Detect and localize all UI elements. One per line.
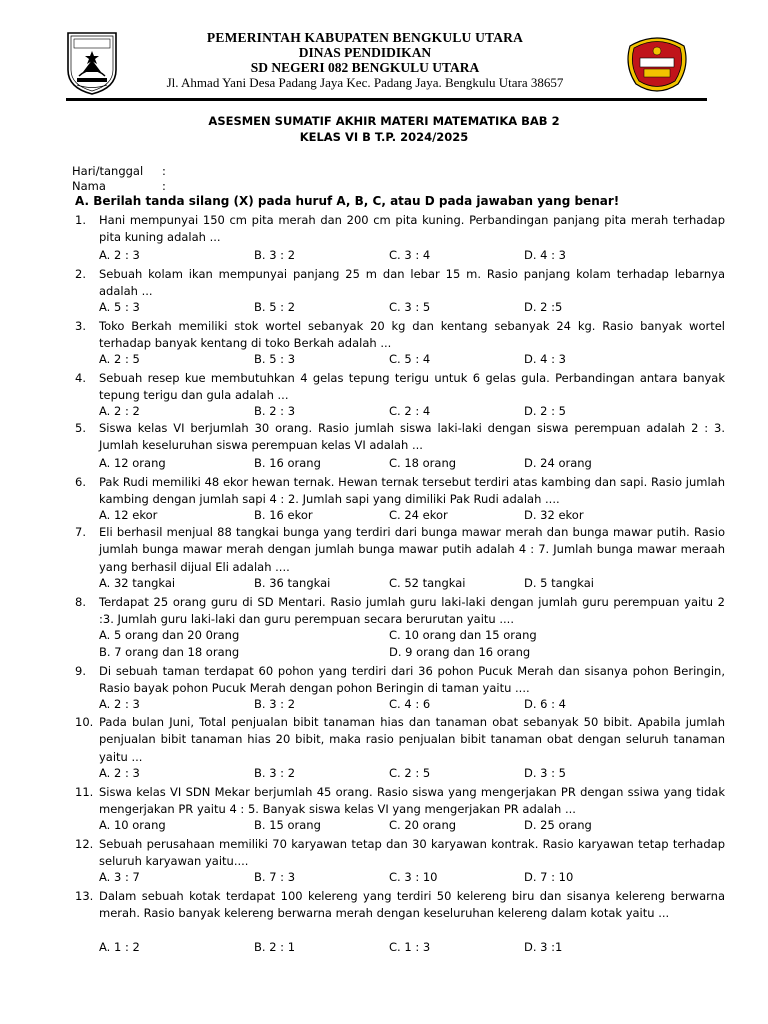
question-8 [75, 594, 725, 629]
option-a[interactable]: A. 2 : 2 [99, 404, 140, 418]
option-b[interactable]: B. 36 tangkai [254, 576, 331, 590]
option-b[interactable]: B. 5 : 2 [254, 300, 296, 314]
answer-options [99, 404, 719, 421]
section-instruction: A. Berilah tanda silang (X) pada huruf A, B, C, atau D pada jawaban yang benar! [75, 194, 620, 208]
field-date-sep: : [162, 164, 166, 178]
question-number: 12. [75, 837, 94, 851]
option-d[interactable]: D. 7 : 10 [524, 870, 574, 884]
option-b[interactable]: B. 15 orang [254, 818, 321, 832]
question-number: 1. [75, 213, 86, 227]
header-department: DINAS PENDIDIKAN [298, 45, 432, 60]
option-c[interactable]: C. 1 : 3 [389, 940, 431, 954]
option-d[interactable]: D. 9 orang dan 16 orang [389, 645, 531, 659]
option-c[interactable]: C. 52 tangkai [389, 576, 466, 590]
question-2 [75, 266, 725, 301]
option-b[interactable]: B. 5 : 3 [254, 352, 296, 366]
option-a[interactable]: A. 32 tangkai [99, 576, 176, 590]
question-text: Siswa kelas VI berjumlah 30 orang. Rasio jumlah siswa laki-laki dengan siswa perempuan adalah 2 : 3. Jumlah keseluruhan siswa perempuan kelas VI adalah ... [99, 421, 725, 453]
regency-emblem-icon [65, 30, 119, 96]
field-name [72, 179, 166, 193]
answer-options [99, 456, 719, 473]
question-text: Hani mempunyai 150 cm pita merah dan 200 cm pita kuning. Perbandingan panjang pita merah terhadap pita kuning adalah ... [99, 213, 725, 245]
answer-options [99, 766, 719, 783]
option-d[interactable]: D. 5 tangkai [524, 576, 594, 590]
field-name-sep: : [162, 179, 166, 193]
option-c[interactable]: C. 3 : 4 [389, 248, 431, 262]
option-b[interactable]: B. 3 : 2 [254, 697, 296, 711]
question-text: Pak Rudi memiliki 48 ekor hewan ternak. Hewan ternak tersebut terdiri atas kambing dan sapi. Rasio jumlah kambing dengan jumlah sapi 4 : 2. Jumlah sapi yang dimiliki Pak Rudi adalah .... [99, 475, 725, 507]
header-divider [66, 98, 707, 101]
option-d[interactable]: D. 24 orang [524, 456, 592, 470]
option-a[interactable]: A. 3 : 7 [99, 870, 140, 884]
answer-options [99, 300, 719, 317]
question-text: Siswa kelas VI SDN Mekar berjumlah 45 orang. Rasio siswa yang mengerjakan PR dengan ssiwa yang tidak mengerjakan PR yaitu 4 : 5. Banyak siswa kelas VI yang mengerjakan PR adalah ... [99, 785, 725, 817]
option-a[interactable]: A. 5 : 3 [99, 300, 140, 314]
option-d[interactable]: D. 2 : 5 [524, 404, 566, 418]
question-number: 2. [75, 267, 86, 281]
answer-options [99, 352, 719, 369]
answer-options [99, 576, 719, 593]
option-b[interactable]: B. 7 orang dan 18 orang [99, 645, 240, 659]
option-d[interactable]: D. 6 : 4 [524, 697, 566, 711]
question-number: 10. [75, 715, 94, 729]
answer-options [99, 697, 719, 714]
option-d[interactable]: D. 25 orang [524, 818, 592, 832]
option-b[interactable]: B. 16 ekor [254, 508, 313, 522]
answer-options [99, 248, 719, 265]
option-b[interactable]: B. 3 : 2 [254, 248, 296, 262]
option-b[interactable]: B. 2 : 3 [254, 404, 296, 418]
option-c[interactable]: C. 5 : 4 [389, 352, 431, 366]
option-a[interactable]: A. 10 orang [99, 818, 166, 832]
question-number: 3. [75, 319, 86, 333]
exam-title: ASESMEN SUMATIF AKHIR MATERI MATEMATIKA BAB 2 [208, 114, 560, 128]
question-text: Sebuah kolam ikan mempunyai panjang 25 m dan lebar 15 m. Rasio panjang kolam terhadap lebarnya adalah ... [99, 267, 725, 299]
option-d[interactable]: D. 32 ekor [524, 508, 584, 522]
option-a[interactable]: A. 2 : 5 [99, 352, 140, 366]
option-a[interactable]: A. 1 : 2 [99, 940, 140, 954]
question-number: 11. [75, 785, 94, 799]
answer-options [99, 645, 719, 662]
option-d[interactable]: D. 3 :1 [524, 940, 563, 954]
question-number: 9. [75, 664, 86, 678]
option-a[interactable]: A. 2 : 3 [99, 766, 140, 780]
option-c[interactable]: C. 2 : 4 [389, 404, 431, 418]
answer-options [99, 508, 719, 525]
option-a[interactable]: A. 5 orang dan 20 0rang [99, 628, 240, 642]
option-a[interactable]: A. 12 ekor [99, 508, 158, 522]
field-date [72, 164, 166, 178]
question-number: 6. [75, 475, 86, 489]
option-c[interactable]: C. 18 orang [389, 456, 457, 470]
question-number: 5. [75, 421, 86, 435]
question-text: Sebuah perusahaan memiliki 70 karyawan tetap dan 30 karyawan kontrak. Rasio karyawan tetap terhadap seluruh karyawan yaitu.... [99, 837, 725, 869]
question-4 [75, 370, 725, 405]
question-text: Toko Berkah memiliki stok wortel sebanyak 20 kg dan kentang sebanyak 24 kg. Rasio banyak wortel terhadap banyak kentang di toko Berkah adalah ... [99, 319, 725, 351]
option-c[interactable]: C. 3 : 5 [389, 300, 431, 314]
question-3 [75, 318, 725, 353]
answer-options [99, 818, 719, 835]
question-number: 8. [75, 595, 86, 609]
field-date-label: Hari/tanggal [72, 164, 144, 178]
header-address: Jl. Ahmad Yani Desa Padang Jaya Kec. Padang Jaya. Bengkulu Utara 38657 [166, 75, 564, 90]
question-13 [75, 888, 725, 923]
question-1 [75, 212, 725, 247]
header-government: PEMERINTAH KABUPATEN BENGKULU UTARA [206, 30, 524, 45]
question-text: Sebuah resep kue membutuhkan 4 gelas tepung terigu untuk 6 gelas gula. Perbandingan antara banyak tepung terigu dan gula adalah ... [99, 371, 725, 403]
question-number: 13. [75, 889, 94, 903]
option-c[interactable]: C. 24 ekor [389, 508, 448, 522]
question-number: 4. [75, 371, 86, 385]
question-7 [75, 524, 725, 576]
question-9 [75, 663, 725, 698]
question-number: 7. [75, 525, 86, 539]
option-c[interactable]: C. 4 : 6 [389, 697, 431, 711]
answer-options [99, 870, 719, 887]
field-name-label: Nama [72, 179, 106, 193]
exam-class: KELAS VI B T.P. 2024/2025 [299, 130, 469, 144]
option-c[interactable]: C. 3 : 10 [389, 870, 438, 884]
option-c[interactable]: C. 10 orang dan 15 orang [389, 628, 537, 642]
option-a[interactable]: A. 2 : 3 [99, 697, 140, 711]
option-c[interactable]: C. 20 orang [389, 818, 457, 832]
option-d[interactable]: D. 3 : 5 [524, 766, 566, 780]
question-12 [75, 836, 725, 871]
letterhead [0, 28, 768, 104]
question-11 [75, 784, 725, 819]
school-emblem-icon [622, 32, 692, 96]
question-6 [75, 474, 725, 509]
question-text: Eli berhasil menjual 88 tangkai bunga yang terdiri dari bunga mawar merah dan bunga mawar putih. Rasio jumlah bunga mawar merah dengan jumlah bunga mawar putih adalah 4 : 7. Jumlah bunga mawar meraah yang berhasil dijual Eli adalah .... [99, 525, 725, 574]
option-d[interactable]: D. 4 : 3 [524, 248, 566, 262]
option-d[interactable]: D. 2 :5 [524, 300, 563, 314]
question-text: Di sebuah taman terdapat 60 pohon yang terdiri dari 36 pohon Pucuk Merah dan sisanya pohon Beringin, Rasio bayak pohon Pucuk Merah dengan pohon Beringin di taman yaitu .... [99, 664, 725, 696]
option-b[interactable]: B. 16 orang [254, 456, 321, 470]
option-b[interactable]: B. 7 : 3 [254, 870, 296, 884]
answer-options [99, 940, 719, 957]
question-text: Terdapat 25 orang guru di SD Mentari. Rasio jumlah guru laki-laki dengan jumlah guru perempuan yaitu 2 :3. Jumlah guru laki-laki dan guru perempuan secara berurutan yaitu .... [99, 595, 725, 627]
option-a[interactable]: A. 2 : 3 [99, 248, 140, 262]
option-b[interactable]: B. 3 : 2 [254, 766, 296, 780]
answer-options [99, 628, 719, 645]
question-text: Pada bulan Juni, Total penjualan bibit tanaman hias dan tanaman obat sebanyak 50 bibit. Apabila jumlah penjualan bibit tanaman hias 20 bibit, maka rasio penjualan bibit tanaman obat dengan seluruh tanaman yaitu ... [99, 715, 725, 764]
option-d[interactable]: D. 4 : 3 [524, 352, 566, 366]
question-10 [75, 714, 725, 766]
question-5 [75, 420, 725, 455]
option-c[interactable]: C. 2 : 5 [389, 766, 431, 780]
option-a[interactable]: A. 12 orang [99, 456, 166, 470]
question-text: Dalam sebuah kotak terdapat 100 kelereng yang terdiri 50 kelereng biru dan sisanya kelereng berwarna merah. Rasio banyak kelereng berwarna merah dengan keseluruhan kelereng dalam kotak yaitu ... [99, 889, 725, 921]
option-b[interactable]: B. 2 : 1 [254, 940, 296, 954]
header-school: SD NEGERI 082 BENGKULU UTARA [250, 60, 480, 75]
